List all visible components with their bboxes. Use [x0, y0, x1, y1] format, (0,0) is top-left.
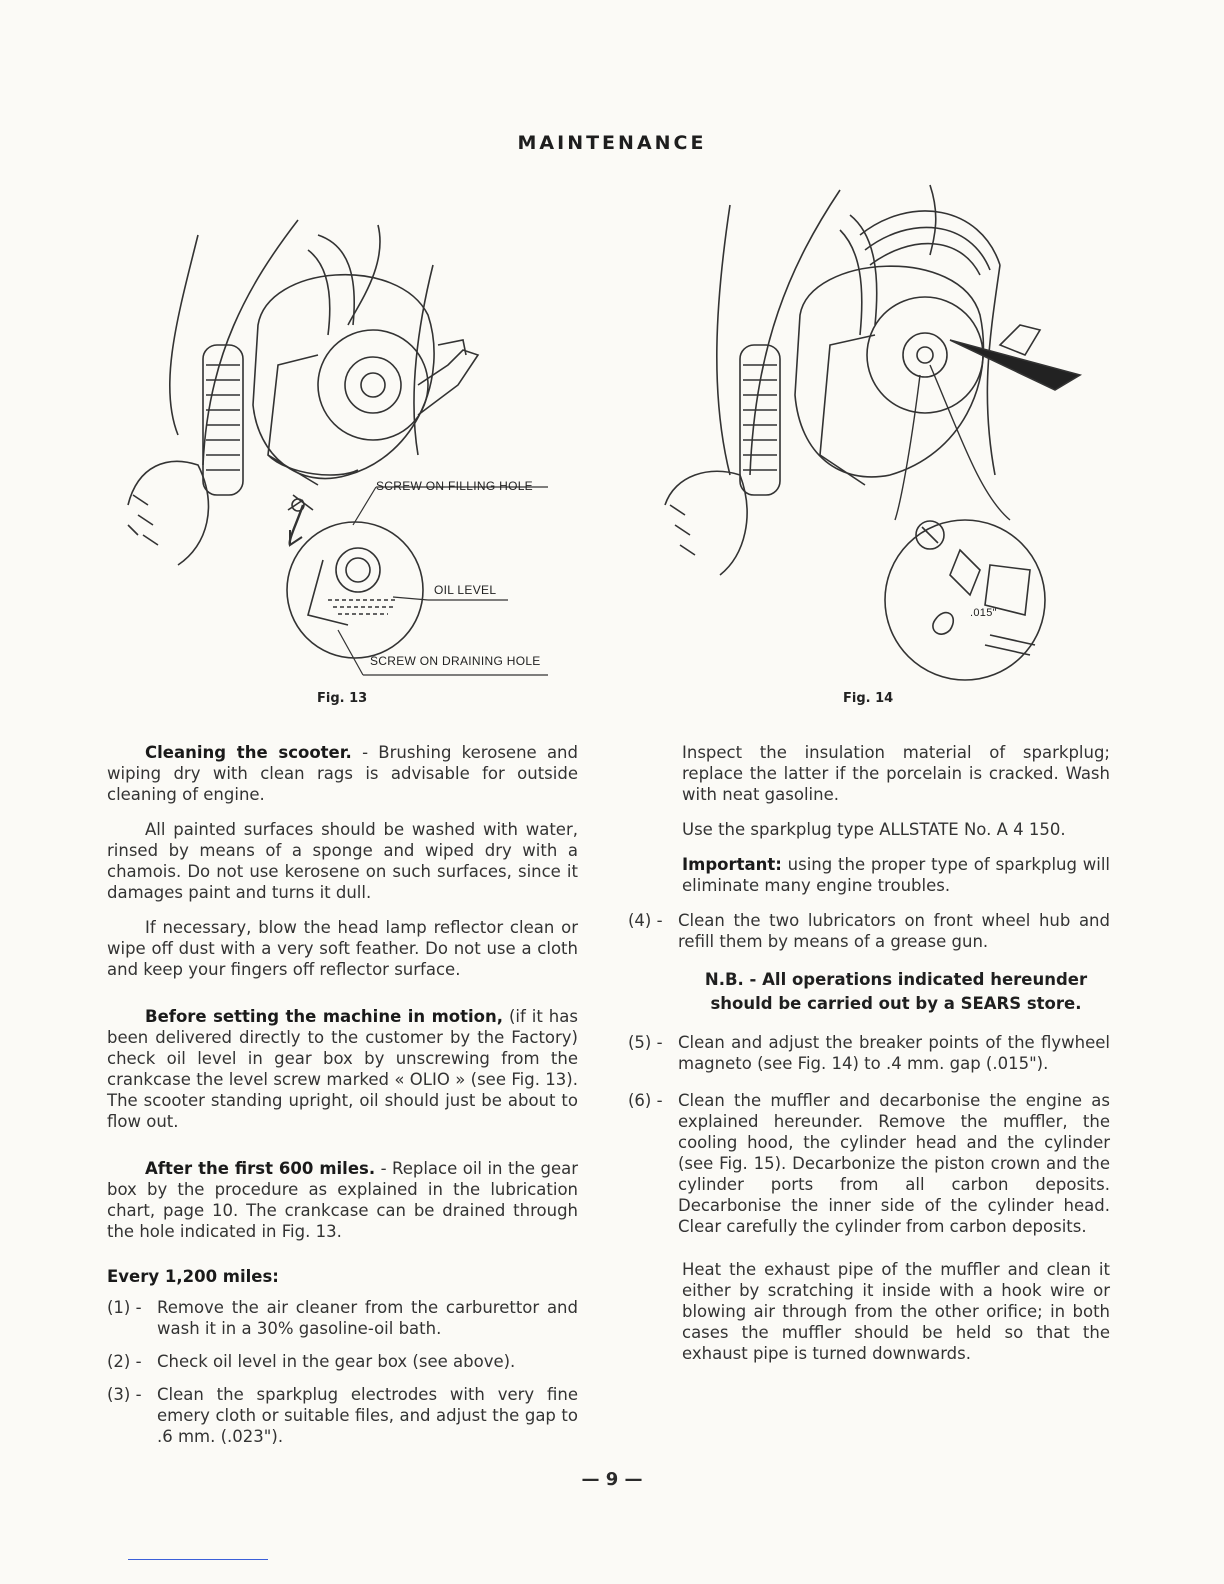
list-item	[107, 1384, 578, 1447]
paragraph-before-motion	[107, 1006, 578, 1132]
paragraph-head-lamp: If necessary, blow the head lamp reflector clean or wipe off dust with a very soft feather. Do not use a cloth and keep your fingers off reflector surface.	[107, 918, 578, 979]
important-text: using the proper type of sparkplug will eliminate many engine troubles.	[682, 855, 1110, 895]
before-motion-text: (if it has been delivered directly to the customer by the Factory) check oil level in gear box by unscrewing from the crankcase the level screw marked « OLIO » (see Fig. 13). The scooter standing upright, oil should just be about to flow out.	[107, 1007, 578, 1131]
paragraph-first-600	[107, 1158, 578, 1242]
list-item-text: Clean the two lubricators on front wheel hub and refill them by means of a grease gun.	[678, 911, 1110, 951]
figure-14	[660, 175, 1100, 685]
list-item	[628, 910, 1110, 952]
important-heading: Important:	[682, 855, 782, 874]
left-column	[107, 742, 578, 1447]
list-item-number: (1) -	[107, 1298, 142, 1317]
list-item	[628, 1090, 1110, 1237]
before-motion-heading: Before setting the machine in motion,	[145, 1007, 504, 1026]
list-item	[107, 1297, 578, 1339]
nb-notice: N.B. - All operations indicated hereunder should be carried out by a SEARS store.	[704, 970, 1088, 1013]
list-item	[107, 1351, 578, 1372]
cleaning-heading: Cleaning the scooter.	[145, 743, 352, 762]
paragraph-cleaning-scooter	[107, 742, 578, 805]
fig13-engine-illustration	[118, 205, 568, 685]
page-number: — 9 —	[581, 1469, 643, 1490]
list-item-number: (2) -	[107, 1352, 142, 1371]
figure-13	[118, 205, 568, 685]
paragraph-sparkplug-type: Use the sparkplug type ALLSTATE No. A 4 150.	[682, 820, 1066, 839]
fig14-engine-illustration	[660, 175, 1100, 685]
list-item-text: Clean and adjust the breaker points of the flywheel magneto (see Fig. 14) to .4 mm. gap (.015").	[678, 1033, 1110, 1073]
cleaning-text: - Brushing kerosene and wiping dry with clean rags is advisable for outside cleaning of engine.	[107, 743, 578, 804]
callout-oil-level: OIL LEVEL	[434, 583, 497, 597]
list-item-number: (3) -	[107, 1385, 142, 1404]
list-item	[628, 1032, 1110, 1074]
paragraph-painted-surfaces: All painted surfaces should be washed with water, rinsed by means of a sponge and wiped dry with a chamois. Do not use kerosene on such surfaces, since it damages paint and turns it dull.	[107, 820, 578, 902]
bottom-rule	[128, 1559, 268, 1560]
list-item-text: Check oil level in the gear box (see above).	[157, 1352, 516, 1371]
first-600-text: - Replace oil in the gear box by the procedure as explained in the lubrication chart, page 10. The crankcase can be drained through the hole indicated in Fig. 13.	[107, 1159, 578, 1241]
right-column	[628, 742, 1110, 1364]
every-1200-heading	[107, 1266, 578, 1287]
list-item-text: Clean the sparkplug electrodes with very fine emery cloth or suitable files, and adjust the gap to .6 mm. (.023").	[157, 1385, 578, 1446]
fig13-caption: Fig. 13	[317, 691, 368, 706]
callout-filling-hole: SCREW ON FILLING HOLE	[376, 479, 533, 493]
every-1200-heading-text: Every 1,200 miles:	[107, 1267, 279, 1286]
fig14-caption: Fig. 14	[843, 691, 894, 706]
list-item-text: Clean the muffler and decarbonise the engine as explained hereunder. Remove the muffler, the cooling hood, the cylinder head and the cylinder (see Fig. 15). Decarbonize the piston crown and the cylinder ports from all carbon deposits. Decarbonise the inner side of the cylinder head. Clear carefully the cylinder from carbon deposits.	[678, 1091, 1110, 1236]
page-title: MAINTENANCE	[517, 132, 707, 154]
callout-draining-hole: SCREW ON DRAINING HOLE	[370, 654, 541, 668]
first-600-heading: After the first 600 miles.	[145, 1159, 376, 1178]
list-item-number: (6) -	[628, 1091, 663, 1110]
paragraph-inspect-insulation: Inspect the insulation material of sparkplug; replace the latter if the porcelain is cracked. Wash with neat gasoline.	[682, 743, 1110, 804]
fig14-gap-label: .015"	[970, 607, 997, 619]
list-item-text: Remove the air cleaner from the carburettor and wash it in a 30% gasoline-oil bath.	[157, 1298, 578, 1338]
paragraph-exhaust-pipe: Heat the exhaust pipe of the muffler and clean it either by scratching it inside with a hook wire or blowing air through from the other orifice; in both cases the muffler should be held so that the exhaust pipe is turned downwards.	[682, 1260, 1110, 1363]
list-item-number: (4) -	[628, 911, 663, 930]
paragraph-important	[682, 854, 1110, 896]
list-item-number: (5) -	[628, 1033, 663, 1052]
